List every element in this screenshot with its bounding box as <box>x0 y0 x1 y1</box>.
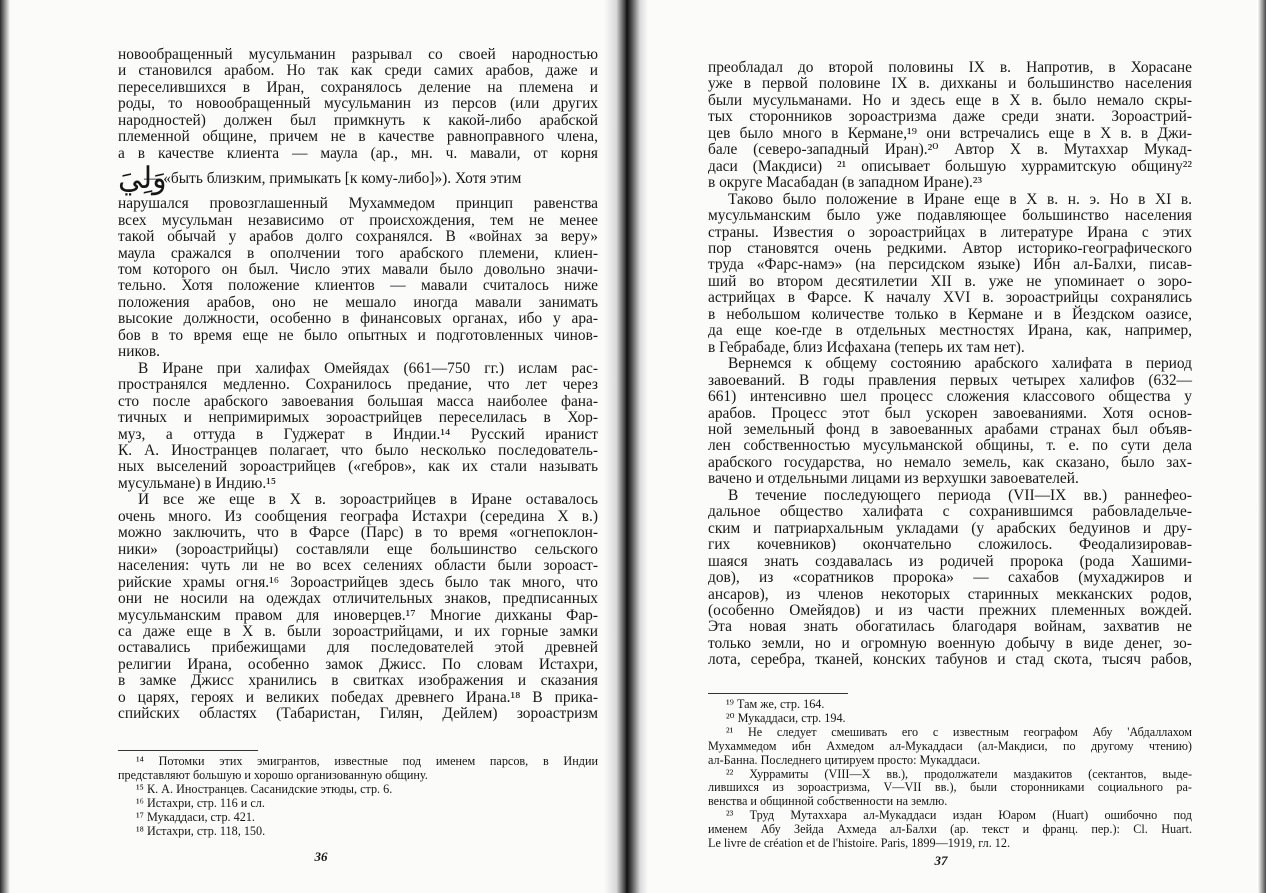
text-line: роды, то новообращенный мусульманин из персов (или других <box>118 95 598 113</box>
left-body-text <box>118 47 598 723</box>
footnote-line: ¹⁷ Мукаддаси, стр. 421. <box>136 809 255 824</box>
text-line: Таково было положение в Иране еще в X в. н. э. Но в XI в. <box>728 190 1192 208</box>
text-line: очень много. Из сообщения географа Истахри (середина X в.) <box>118 507 598 525</box>
text-line: положения арабов, оно не мешало иногда мавали занимать <box>118 293 598 311</box>
footnote-line: лившихся из зороастризма, V—VII вв.), были сторонниками социального ра- <box>708 780 1192 795</box>
text-line: арабов. Процесс этот был ускорен завоеваниями. Хотя основ- <box>708 404 1192 422</box>
text-line: такой обычай у арабов долго сохранялся. В «войнах за веру» <box>118 228 598 246</box>
text-line: мусульмане) в Индию.¹⁵ <box>118 474 277 492</box>
text-line: даси (Макдиси) ²¹ описывает большую хуррамитскую общину²² <box>708 157 1192 175</box>
footnote-line: ²⁰ Мукаддаси, стр. 194. <box>726 710 846 725</box>
text-line: мусульманским было уже подавляющее большинство населения <box>708 207 1192 225</box>
text-line: гих кочевников) окончательно сложилось. Феодализировав- <box>708 536 1192 554</box>
page-number: 36 <box>314 849 328 864</box>
arabic-root-word: وَلِيَ <box>118 161 167 195</box>
footnote-line: именем Абу Зейда Ахмеда ал-Балхи (ар. текст и франц. пер.): Cl. Huart. <box>708 822 1192 837</box>
footnote-line: ¹⁵ К. А. Иностранцев. Сасанидские этюды, стр. 6. <box>136 781 393 796</box>
text-line: тельно. Хотя положение клиентов — мавали считалось ниже <box>118 277 598 295</box>
text-line: Эта новая знать обогатилась благодаря войнам, захватив не <box>708 618 1192 636</box>
text-line: в замке Джисс хранились в свитках изображения и сказания <box>118 672 598 690</box>
text-line: труда «Фарс-намэ» (на персидском языке) Ибн ал-Балхи, писав- <box>708 256 1192 274</box>
text-line: бале (северо-западный Иран).²⁰ Автор X в. Мутаххар Мукад- <box>708 141 1192 159</box>
text-line: (особенно Омейядов) и из части прежних племенных вождей. <box>708 601 1192 619</box>
text-line: дальное общество халифата с сохранившимся рабовладельче- <box>708 503 1192 521</box>
text-line: рийские храмы огня.¹⁶ Зороастрийцев здесь было так много, что <box>118 573 598 591</box>
footnote-line: Мухаммедом ибн Ахмедом ал-Мукаддаси (ал-Макдиси, по другому чтению) <box>708 738 1192 753</box>
text-line: ники» (зороастрийцы) составляли еще большинство сельского <box>118 540 598 558</box>
text-line: мусульманским правом для иноверцев.¹⁷ Многие дихканы Фар- <box>118 606 598 624</box>
text-line: новообращенный мусульманин разрывал со своей народностью <box>118 46 598 63</box>
footnote-line: ²¹ Не следует смешивать его с известным географом Абу 'Абдаллахом <box>726 724 1192 739</box>
footnote-rule <box>708 693 848 694</box>
text-line: са даже еще в X в. были зороастрийцами, и их горные замки <box>118 622 598 640</box>
text-line: в Гебрабаде, близ Исфахана (теперь их там нет). <box>708 338 1025 356</box>
text-line: ансаров), из членов некоторых старинных мекканских родов, <box>708 585 1192 603</box>
text-line: дов), из «соратников пророка» — сахабов (мухаджиров и <box>708 569 1192 587</box>
text-line: они не носили на одеждах отличительных знаков, предписанных <box>118 590 598 608</box>
arabic-root-gloss: — «быть близким, примыкать [к кому-либо]»). Хотя этим <box>144 169 522 187</box>
text-line: нарушался провозглашенный Мухаммедом принцип равенства <box>118 195 598 213</box>
text-line: арабского государства, но немало земель, как сказано, было зах- <box>708 453 1192 471</box>
text-line: завоеваний. В годы правления первых четырех халифов (632— <box>708 371 1192 389</box>
text-line: ников. <box>118 343 160 361</box>
footnote-line: венства и общинной собственности на землю. <box>708 794 948 809</box>
text-line: пор становятся очень редкими. Автор историко-географического <box>708 239 1192 257</box>
text-line: муз, а оттуда в Гуджерат в Индии.¹⁴ Русский иранист <box>118 425 598 443</box>
text-line: тых сторонников зороастризма даже среди знати. Зороастрий- <box>708 108 1192 126</box>
text-line: К. А. Иностранцев полагает, что было несколько последователь- <box>118 441 598 459</box>
text-line: шаяся знать создавалась из родичей пророка (рода Хашими- <box>708 552 1192 570</box>
footnote-line: ¹⁴ Потомки этих эмигрантов, известные под именем парсов, в Индии <box>136 754 598 768</box>
footnote-line: ¹⁹ Там же, стр. 164. <box>726 697 825 711</box>
text-line: маула сражался в ополчении того арабского племени, клиен- <box>118 244 598 262</box>
text-line: том которого он был. Число этих мавали было довольно значи- <box>118 260 598 278</box>
text-line: Вернемся к общему состоянию арабского халифата в период <box>728 355 1192 373</box>
footnote-line: ¹⁸ Истахри, стр. 118, 150. <box>136 823 266 838</box>
text-line: преобладал до второй половины IX в. Напротив, в Хорасане <box>708 59 1192 76</box>
text-line: астрийцах в Фарсе. К началу XVI в. зороастрийцы сохранялись <box>708 289 1192 307</box>
text-line: а в качестве клиента — маула (ар., мн. ч. мавали, от корня <box>118 144 598 162</box>
text-line: страны. Известия о зороастрийцах в литературе Ирана с этих <box>708 223 1192 241</box>
text-line: ским и патриархальным укладами (у арабских бедуинов и дру- <box>708 519 1192 537</box>
text-line: спийских областях (Табаристан, Гилян, Дейлем) зороастризм <box>118 705 598 723</box>
right-footnotes <box>708 693 1192 851</box>
text-line: И все же еще в X в. зороастрийцев в Иране оставалось <box>138 491 598 509</box>
text-line: ных выселений зороастрийцев («гебров», как их стали называть <box>118 458 598 476</box>
text-line: сто после арабского завоевания большая масса наиболее фана- <box>118 392 598 410</box>
footnote-line: представляют большую и хорошо организованную общину. <box>118 767 428 782</box>
left-page <box>0 0 618 893</box>
footnote-line: ²³ Труд Мутаххара ал-Мукаддаси издан Юаром (Huart) ошибочно под <box>726 808 1192 823</box>
text-line: всех мусульман независимо от происхождения, тем не менее <box>118 211 598 229</box>
text-line: населения: чуть ли не во всех селениях области были зороаст- <box>118 557 598 575</box>
text-line: пространялся медленно. Сохранилось предание, что лет через <box>118 376 598 394</box>
text-line: да еще кое-где в отдельных местностях Ирана, как, например, <box>708 322 1192 340</box>
text-line: бов в то время еще не было опытных и подготовленных чинов- <box>118 326 598 344</box>
text-line: о царях, героях и великих победах древнего Ирана.¹⁸ В прика- <box>118 688 598 706</box>
text-line: В течение последующего периода (VII—IX вв.) раннефео- <box>728 486 1192 504</box>
text-line: переселившихся в Иран, сохранялось деление на племена и <box>118 78 598 96</box>
text-line: в округе Масабадан (в западном Иране).²³ <box>708 174 983 192</box>
text-line: ной земельный фонд в завоеванных арабами странах был объяв- <box>708 420 1192 438</box>
page-number: 37 <box>934 853 948 868</box>
text-line: были мусульманами. Но и здесь еще в X в. было немало скры- <box>708 91 1192 109</box>
text-line: и становился арабом. Но так как среди самих арабов, даже и <box>118 62 598 80</box>
text-line: уже в первой половине IX в. дихканы и большинство населения <box>708 75 1192 93</box>
text-line: племенной общине, причем не в качестве равноправного члена, <box>118 128 598 146</box>
text-line: лен собственностью мусульманской общины, т. е. по сути дела <box>708 437 1192 455</box>
text-line: тичных и непримиримых зороастрийцев переселилась в Хор- <box>118 409 598 427</box>
left-footnotes <box>118 750 598 838</box>
right-body-text <box>708 60 1192 669</box>
text-line: религии Ирана, особенно замок Джисс. По словам Истахри, <box>118 655 598 673</box>
footnote-line: Le livre de création et de l'histoire. Paris, 1899—1919, гл. 12. <box>708 836 1011 851</box>
arabic-root-line <box>118 162 598 196</box>
footnote-line: ¹⁶ Истахри, стр. 116 и сл. <box>136 795 265 810</box>
text-line: только земли, но и огромную военную добычу в виде денег, зо- <box>708 634 1192 652</box>
text-line: 661) интенсивно шел процесс сложения классового общества у <box>708 388 1192 406</box>
text-line: вачено и отдельными лицами из верхушки завоевателей. <box>708 470 1079 488</box>
text-line: цев было много в Кермане,¹⁹ они встречались еще в X в. в Джи- <box>708 124 1192 142</box>
text-line: высокие должности, особенно в финансовых органах, ибо у ара- <box>118 310 598 328</box>
right-page <box>632 0 1266 893</box>
text-line: в небольшом количестве только в Кермане и в Йездском оазисе, <box>708 305 1192 323</box>
text-line: В Иране при халифах Омейядах (661—750 гг.) ислам рас- <box>138 359 598 377</box>
footnote-line: ²² Хуррамиты (VIII—X вв.), продолжатели маздакитов (сектантов, выде- <box>726 766 1192 781</box>
text-line: народностей) должен был примкнуть к какой-либо арабской <box>118 111 598 129</box>
footnote-line: ал-Банна. Последнего цитируем просто: Мукаддаси. <box>708 752 981 767</box>
text-line: оставались прибежищами для последователей этой древней <box>118 639 598 657</box>
text-line: можно заключить, что в Фарсе (Парс) в то время «огнепоклон- <box>118 524 598 542</box>
text-line: лота, серебра, тканей, конских табунов и стад скота, тысяч рабов, <box>708 651 1192 669</box>
text-line: ший во втором десятилетии XII в. уже не упоминает о зоро- <box>708 272 1192 290</box>
footnote-rule <box>118 750 258 751</box>
